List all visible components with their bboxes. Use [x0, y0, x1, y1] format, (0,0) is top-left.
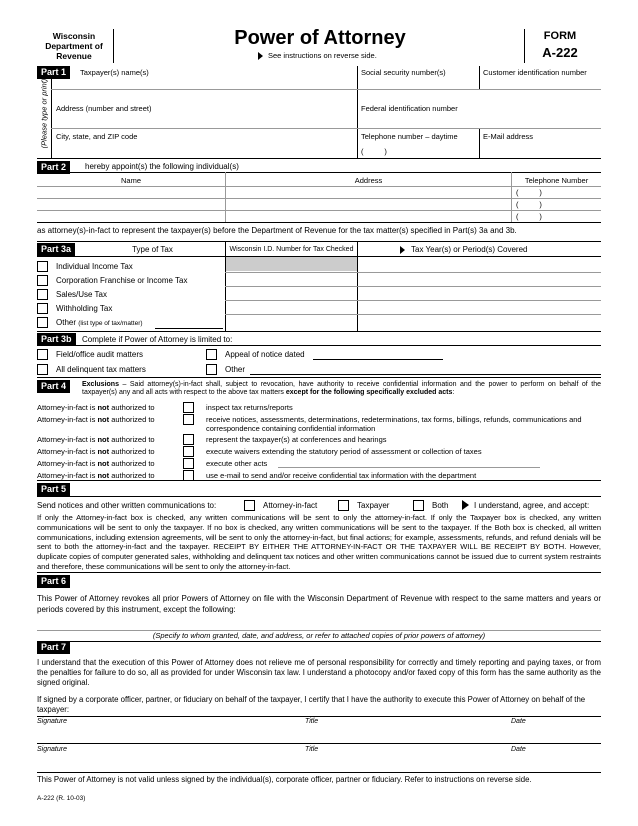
- exclusion-item-5: execute other acts: [206, 459, 268, 468]
- checkbox-other-limit[interactable]: [206, 364, 217, 375]
- form-revision: A-222 (R. 10-03): [37, 795, 86, 802]
- part3a-label: Part 3a: [37, 243, 75, 256]
- part7-label: Part 7: [37, 641, 70, 654]
- exclusion-prefix-text: Attorney-in-fact is: [37, 471, 96, 480]
- part1-label: Part 1: [37, 66, 70, 79]
- city-label: City, state, and ZIP code: [56, 132, 138, 141]
- tax-item-other: [56, 318, 143, 329]
- part7-paragraph-2: If signed by a corporate officer, partner, or fiduciary on behalf of the taxpayer, I certify that I have the authority to execute this Power of Attorney on behalf of the taxpayer:: [37, 695, 586, 714]
- customer-id-label: Customer identification number: [483, 68, 587, 77]
- checkbox-individual-income[interactable]: [37, 261, 48, 272]
- title-label-1: Title: [305, 718, 319, 725]
- ssn-label: Social security number(s): [361, 68, 446, 77]
- exclusion-item-4: execute waivers extending the statutory period of assessment or collection of taxes: [206, 447, 482, 456]
- instructions-text: See instructions on reverse side.: [268, 51, 377, 60]
- other-acts-line[interactable]: [278, 467, 540, 468]
- limit-item-1: Field/office audit matters: [56, 350, 144, 359]
- phone-parens-2: ( ): [516, 200, 542, 209]
- tax-item-1: Individual Income Tax: [56, 262, 133, 271]
- checkbox-appeal[interactable]: [206, 349, 217, 360]
- agency-line-3: Revenue: [56, 51, 92, 61]
- phone-parens-1: ( ): [516, 188, 542, 197]
- col-tax-years-text: Tax Year(s) or Period(s) Covered: [411, 245, 528, 254]
- signature-label-2: Signature: [37, 746, 67, 753]
- exclusion-prefix: [37, 435, 155, 444]
- exclusion-prefix-text: Attorney-in-fact is: [37, 447, 96, 456]
- exclusion-suffix: authorized to: [111, 435, 155, 444]
- exclusion-prefix: [37, 403, 155, 412]
- phone-parens: ( ): [361, 147, 387, 156]
- exclusion-suffix: authorized to: [111, 403, 155, 412]
- arrow-right-icon: [258, 52, 263, 60]
- exclusion-prefix-text: Attorney-in-fact is: [37, 459, 96, 468]
- other-limit-line[interactable]: [250, 374, 601, 375]
- col-address: Address: [354, 176, 383, 185]
- checkbox-delinquent[interactable]: [37, 364, 48, 375]
- other-label: Other: [56, 318, 77, 327]
- exclusions-tail: except for the following specifically excluded acts: [285, 389, 453, 396]
- instructions-note: [258, 51, 377, 60]
- part2-label: Part 2: [37, 161, 70, 174]
- tax-item-2: Corporation Franchise or Income Tax: [56, 276, 188, 285]
- tax-item-4: Withholding Tax: [56, 304, 113, 313]
- exclusion-checkbox-4[interactable]: [183, 446, 194, 457]
- part6-paragraph: This Power of Attorney revokes all prior Powers of Attorney on file with the Wisconsin Department of Revenue with respect to the same matters and years or periods covered by this instrument, except the following:: [37, 594, 601, 614]
- checkbox-sales-use[interactable]: [37, 289, 48, 300]
- exclusion-prefix-text: Attorney-in-fact is: [37, 415, 96, 424]
- exclusion-not: not: [97, 447, 110, 456]
- address-label: Address (number and street): [56, 104, 152, 113]
- exclusion-prefix: [37, 415, 155, 424]
- exclusions-body: – Said attorney(s)-in-fact shall, subject to revocation, have authority to receive confidential information and the power to perform on behalf of the taxpayer(s) any and all acts with respect to the above tax matters: [82, 381, 601, 396]
- limit-item-right-1: Appeal of notice dated: [225, 350, 305, 359]
- checkbox-corporation-franchise[interactable]: [37, 275, 48, 286]
- exclusion-prefix: [37, 459, 155, 468]
- send-notices-label: Send notices and other written communications to:: [37, 501, 217, 510]
- part6-specify: (Specify to whom granted, date, and address, or refer to attached copies of prior powers of attorney): [152, 631, 486, 640]
- email-label: E-Mail address: [483, 132, 534, 141]
- exclusion-not: not: [97, 459, 110, 468]
- exclusion-suffix: authorized to: [111, 447, 155, 456]
- exclusion-item-1: inspect tax returns/reports: [206, 403, 293, 412]
- type-or-print-note: (Please type or print): [39, 78, 49, 149]
- exclusion-item-6: use e-mail to send and/or receive confidential tax information with the department: [206, 471, 477, 480]
- title-label-2: Title: [305, 746, 319, 753]
- exclusion-suffix: authorized to: [111, 415, 155, 424]
- exclusion-suffix: authorized to: [111, 459, 155, 468]
- arrow-right-icon: [400, 246, 405, 254]
- phone-label: Telephone number – daytime: [361, 132, 458, 141]
- opt-taxpayer: Taxpayer: [357, 501, 390, 510]
- part5-paragraph: If only the Attorney-in-fact box is checked, any written communications will be sent to only the attorney-in-fact. If only the Taxpayer box is checked, any written communications will be sent to only the taxpayer. If no box is checked, any written communications will be sent to the taxpayer. If the Both box is checked, all written communications, including extension agreements, will be sent to only the attorney-in-fact, but final actions; for example, assessments, refunds, and refund denials will be sent to both the attorney-in-fact and the taxpayer. RECEIPT BY EITHER THE ATTORNEY-IN-FACT OR THE TAXPAYER WILL BE RECEIPT BY BOTH. However, duplicate copies of computer generated sales, withholding and delinquent tax notices and other written communications cannot be issued due to current system restraints and therefore, these communications will be sent to only the attorney-in-fact.: [37, 513, 601, 571]
- signature-line-1[interactable]: [37, 716, 601, 717]
- checkbox-both[interactable]: [413, 500, 424, 511]
- limit-item-2: All delinquent tax matters: [56, 365, 146, 374]
- part6-label: Part 6: [37, 575, 70, 588]
- signature-line-2[interactable]: [37, 743, 601, 744]
- exclusion-suffix: authorized to: [111, 471, 155, 480]
- arrow-right-icon: [462, 500, 469, 510]
- form-label: FORM: [543, 30, 577, 42]
- date-label-2: Date: [511, 746, 526, 753]
- other-tax-line[interactable]: [155, 328, 223, 329]
- part5-label: Part 5: [37, 483, 70, 496]
- exclusion-not: not: [97, 403, 110, 412]
- exclusion-item-2: receive notices, assessments, determinations, redeterminations, tax forms, billings, refunds, communications and correspondence containing confidential information: [206, 415, 582, 433]
- exclusion-prefix: [37, 471, 155, 480]
- exclusion-prefix: [37, 447, 155, 456]
- part3b-heading: Complete if Power of Attorney is limited to:: [82, 335, 233, 344]
- exclusion-prefix-text: Attorney-in-fact is: [37, 435, 96, 444]
- col-telephone: Telephone Number: [524, 176, 589, 185]
- form-number: A-222: [542, 45, 578, 60]
- exclusions-text: Exclusions – Said attorney(s)-in-fact shall, subject to revocation, have authority to receive confidential information and the power to perform on behalf of the taxpayer(s) any and all acts with respect to the above tax matters except for the following specifically excluded acts:: [82, 381, 601, 396]
- col-name: Name: [120, 176, 141, 185]
- exclusion-checkbox-1[interactable]: [183, 402, 194, 413]
- col-tax-years: [400, 245, 528, 255]
- exclusion-prefix-text: Attorney-in-fact is: [37, 403, 96, 412]
- checkbox-other-tax[interactable]: [37, 317, 48, 328]
- opt-attorney: Attorney-in-fact: [263, 501, 318, 510]
- part2-heading: hereby appoint(s) the following individual(s): [85, 162, 239, 171]
- agency-name: [36, 31, 112, 61]
- form-title: Power of Attorney: [234, 27, 406, 49]
- date-label-1: Date: [511, 718, 526, 725]
- col-type-of-tax: Type of Tax: [132, 245, 173, 254]
- part3b-label: Part 3b: [37, 333, 76, 346]
- exclusion-not: not: [97, 415, 110, 424]
- checkbox-taxpayer[interactable]: [338, 500, 349, 511]
- taxpayer-names-label: Taxpayer(s) name(s): [80, 68, 149, 77]
- checkbox-attorney-in-fact[interactable]: [244, 500, 255, 511]
- phone-parens-3: ( ): [516, 212, 542, 221]
- attorney-statement: as attorney(s)-in-fact to represent the taxpayer(s) before the Department of Revenue for the tax matter(s) specified in Part(s) 3a and 3b.: [37, 226, 517, 235]
- tax-item-3: Sales/Use Tax: [56, 290, 107, 299]
- appeal-date-line[interactable]: [313, 359, 443, 360]
- exclusion-checkbox-3[interactable]: [183, 434, 194, 445]
- footer-notice: This Power of Attorney is not valid unless signed by the individual(s), corporate officer, partner or fiduciary. Refer to instructions on reverse side.: [37, 775, 532, 784]
- part7-paragraph-1: I understand that the execution of this Power of Attorney does not relieve me of personal responsibility for correctly and timely reporting and paying taxes, or from the penalties for failure to do so, all as provided for under Wisconsin tax law. I understand a photocopy and/or faxed copy of this form has the same authority as the signed original.: [37, 658, 601, 687]
- exclusion-not: not: [97, 435, 110, 444]
- fein-label: Federal identification number: [361, 104, 458, 113]
- other-note: (list type of tax/matter): [78, 320, 143, 327]
- checkbox-audit-matters[interactable]: [37, 349, 48, 360]
- exclusion-checkbox-2[interactable]: [183, 414, 194, 425]
- exclusion-checkbox-5[interactable]: [183, 458, 194, 469]
- agree-text: I understand, agree, and accept:: [474, 501, 590, 510]
- agency-line-1: Wisconsin: [52, 31, 96, 41]
- col-wi-id: Wisconsin I.D. Number for Tax Checked: [229, 246, 354, 253]
- exclusions-bold: Exclusions: [82, 381, 119, 388]
- part4-label: Part 4: [37, 380, 70, 393]
- agency-line-2: Department of: [45, 41, 103, 51]
- exclusion-item-3: represent the taxpayer(s) at conferences and hearings: [206, 435, 387, 444]
- limit-item-right-2: Other: [225, 365, 246, 374]
- signature-label-1: Signature: [37, 718, 67, 725]
- opt-both: Both: [432, 501, 449, 510]
- exclusion-not: not: [97, 471, 110, 480]
- checkbox-withholding[interactable]: [37, 303, 48, 314]
